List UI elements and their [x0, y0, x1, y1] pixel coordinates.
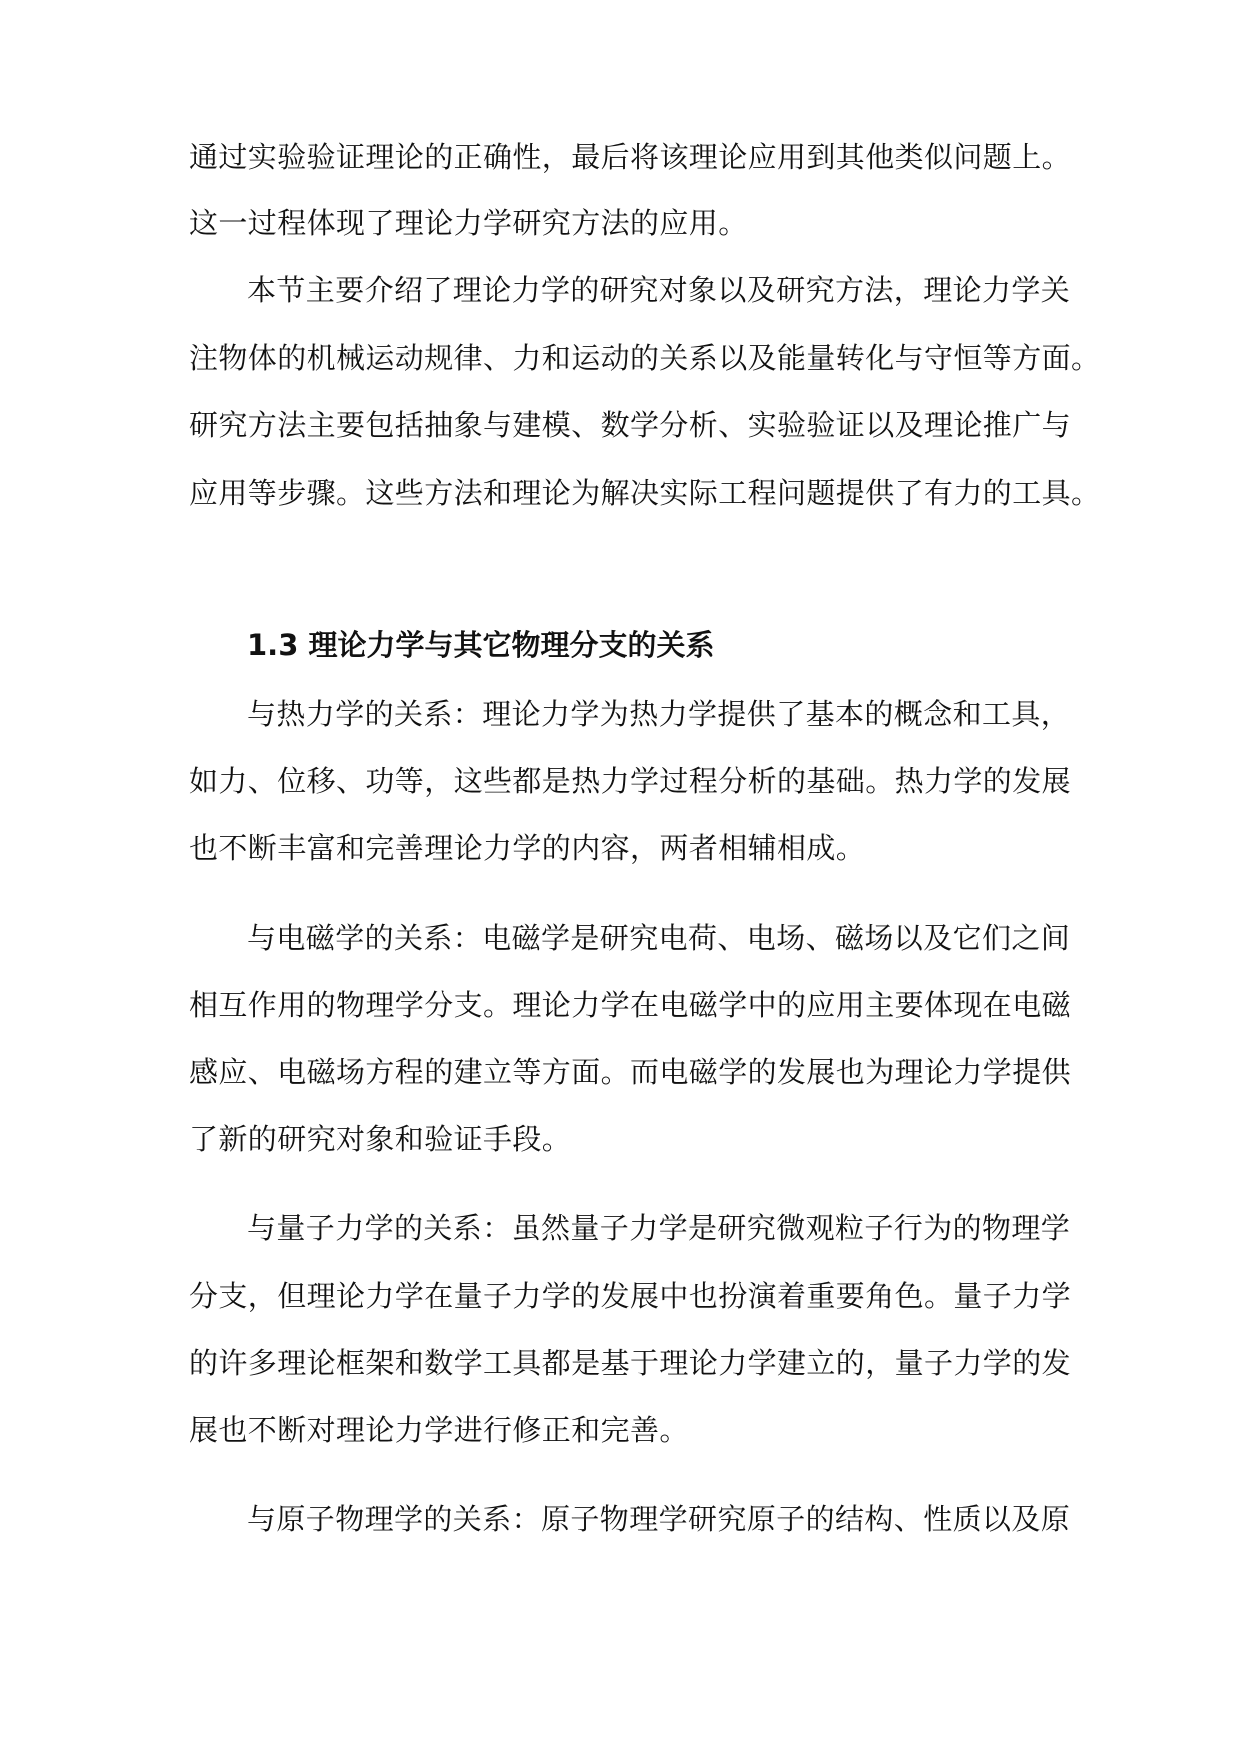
paragraph-line: 研究方法主要包括抽象与建模、数学分析、实验验证以及理论推广与: [189, 408, 1072, 442]
paragraph-line: 与热力学的关系：理论力学为热力学提供了基本的概念和工具，: [247, 697, 1071, 731]
paragraph-line: 这一过程体现了理论力学研究方法的应用。: [189, 206, 748, 240]
paragraph-line: 本节主要介绍了理论力学的研究对象以及研究方法，理论力学关: [247, 273, 1071, 307]
paragraph-line: 注物体的机械运动规律、力和运动的关系以及能量转化与守恒等方面。: [189, 341, 1101, 375]
paragraph-line: 与量子力学的关系：虽然量子力学是研究微观粒子行为的物理学: [247, 1211, 1071, 1245]
section-heading: 1.3 理论力学与其它物理分支的关系: [247, 628, 715, 662]
paragraph-line: 展也不断对理论力学进行修正和完善。: [189, 1413, 689, 1447]
paragraph-line: 的许多理论框架和数学工具都是基于理论力学建立的，量子力学的发: [189, 1346, 1072, 1380]
paragraph-line: 应用等步骤。这些方法和理论为解决实际工程问题提供了有力的工具。: [189, 476, 1101, 510]
paragraph-line: 通过实验验证理论的正确性，最后将该理论应用到其他类似问题上。: [189, 140, 1072, 174]
paragraph-line: 分支，但理论力学在量子力学的发展中也扮演着重要角色。量子力学: [189, 1279, 1072, 1313]
paragraph-line: 也不断丰富和完善理论力学的内容，两者相辅相成。: [189, 831, 866, 865]
paragraph-line: 如力、位移、功等，这些都是热力学过程分析的基础。热力学的发展: [189, 764, 1072, 798]
paragraph-line: 感应、电磁场方程的建立等方面。而电磁学的发展也为理论力学提供: [189, 1055, 1072, 1089]
paragraph-line: 相互作用的物理学分支。理论力学在电磁学中的应用主要体现在电磁: [189, 988, 1072, 1022]
paragraph-line: 与原子物理学的关系：原子物理学研究原子的结构、性质以及原: [247, 1502, 1071, 1536]
paragraph-line: 与电磁学的关系：电磁学是研究电荷、电场、磁场以及它们之间: [247, 921, 1071, 955]
paragraph-line: 了新的研究对象和验证手段。: [189, 1122, 572, 1156]
